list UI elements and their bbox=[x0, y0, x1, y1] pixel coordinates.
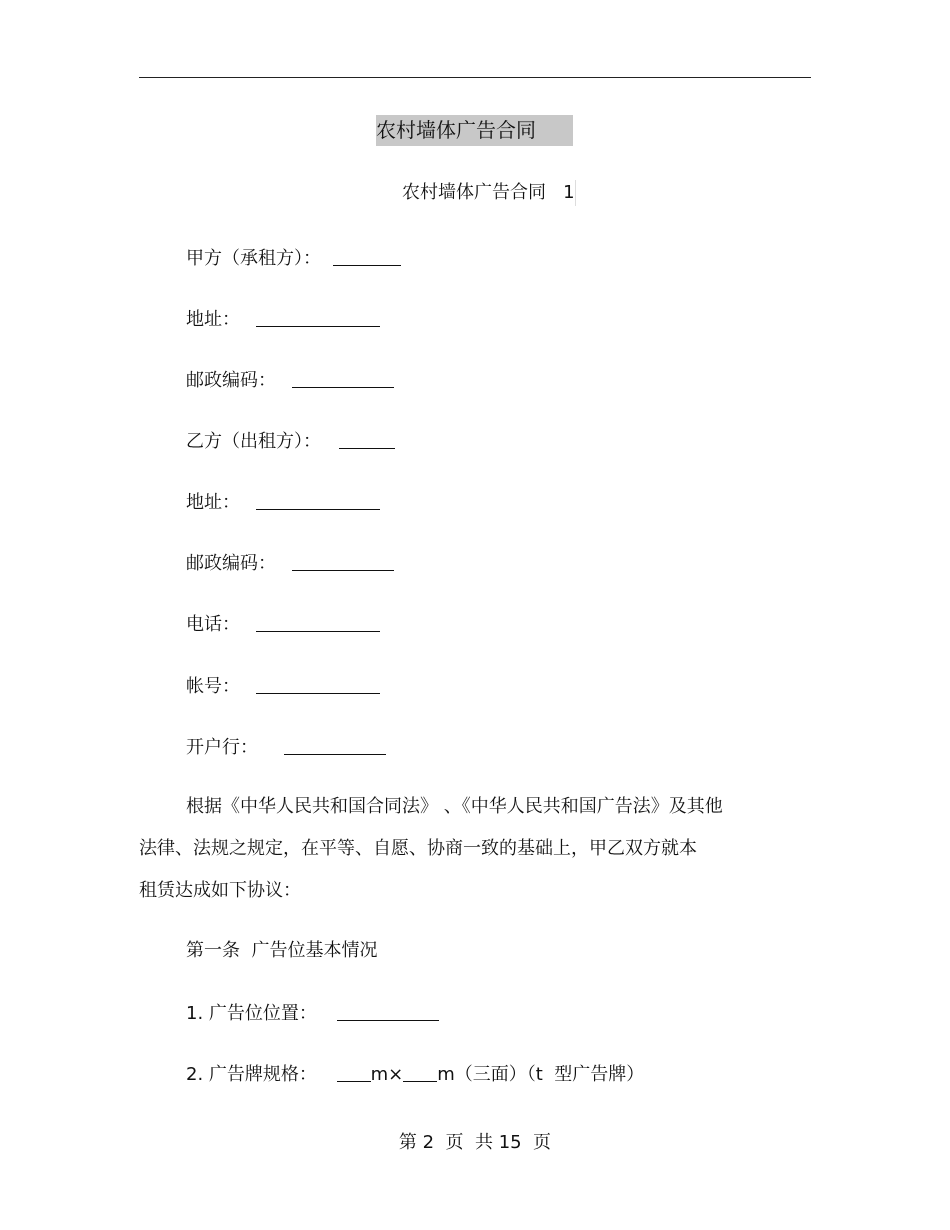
ad-location-label: 1. 广告位位置： bbox=[186, 1003, 317, 1024]
party-a-address-field bbox=[186, 306, 380, 333]
party-b-account-label: 帐号： bbox=[186, 676, 240, 697]
party-a-postcode-field bbox=[186, 367, 394, 394]
article-1-item-2 bbox=[186, 1061, 644, 1088]
preamble-line-1: 根据《中华人民共和国合同法》 、《中华人民共和国广告法》及其他 bbox=[186, 796, 723, 817]
party-b-phone-label: 电话： bbox=[186, 614, 240, 635]
party-b-phone-field bbox=[186, 611, 380, 638]
party-b-name-field bbox=[186, 428, 395, 455]
party-a-address-blank[interactable] bbox=[256, 308, 380, 327]
party-b-bank-blank[interactable] bbox=[284, 736, 386, 755]
ad-location-blank[interactable] bbox=[337, 1002, 439, 1021]
party-a-address-label: 地址： bbox=[186, 309, 240, 330]
document-title: 农村墙体广告合同 bbox=[376, 115, 573, 146]
party-b-postcode-blank[interactable] bbox=[292, 552, 394, 571]
party-a-name-label: 甲方（承租方）： bbox=[186, 248, 321, 269]
document-subtitle: 农村墙体广告合同 1 bbox=[402, 180, 576, 206]
ad-spec-height-blank[interactable] bbox=[403, 1063, 437, 1082]
ad-spec-unit-2: m（三面）（t 型广告牌） bbox=[437, 1064, 645, 1085]
page-number-text: 第 2 页 共 15 页 bbox=[398, 1132, 552, 1153]
party-b-name-blank[interactable] bbox=[339, 430, 395, 449]
header-rule bbox=[139, 77, 811, 78]
party-a-postcode-label: 邮政编码： bbox=[186, 370, 276, 391]
party-b-postcode-field bbox=[186, 550, 394, 577]
party-a-postcode-blank[interactable] bbox=[292, 369, 394, 388]
party-b-address-field bbox=[186, 489, 380, 516]
party-b-postcode-label: 邮政编码： bbox=[186, 553, 276, 574]
ad-spec-width-blank[interactable] bbox=[337, 1063, 371, 1082]
article-1-item-1 bbox=[186, 1000, 439, 1027]
party-b-bank-label: 开户行： bbox=[186, 737, 258, 758]
ad-spec-unit-1: m× bbox=[370, 1064, 404, 1085]
party-b-account-field bbox=[186, 673, 380, 700]
party-b-address-blank[interactable] bbox=[256, 491, 380, 510]
party-b-account-blank[interactable] bbox=[256, 675, 380, 694]
party-a-name-blank[interactable] bbox=[333, 247, 401, 266]
preamble-line-2: 法律、法规之规定，在平等、自愿、协商一致的基础上，甲乙双方就本 bbox=[139, 838, 697, 859]
party-b-phone-blank[interactable] bbox=[256, 613, 380, 632]
party-b-address-label: 地址： bbox=[186, 492, 240, 513]
article-1-heading: 第一条 广告位基本情况 bbox=[186, 940, 378, 961]
party-b-name-label: 乙方（出租方）： bbox=[186, 431, 321, 452]
party-a-name-field bbox=[186, 245, 401, 272]
ad-spec-label: 2. 广告牌规格： bbox=[186, 1064, 317, 1085]
party-b-bank-field bbox=[186, 734, 386, 761]
page-footer bbox=[0, 1130, 950, 1156]
preamble-line-3: 租赁达成如下协议： bbox=[139, 880, 301, 901]
